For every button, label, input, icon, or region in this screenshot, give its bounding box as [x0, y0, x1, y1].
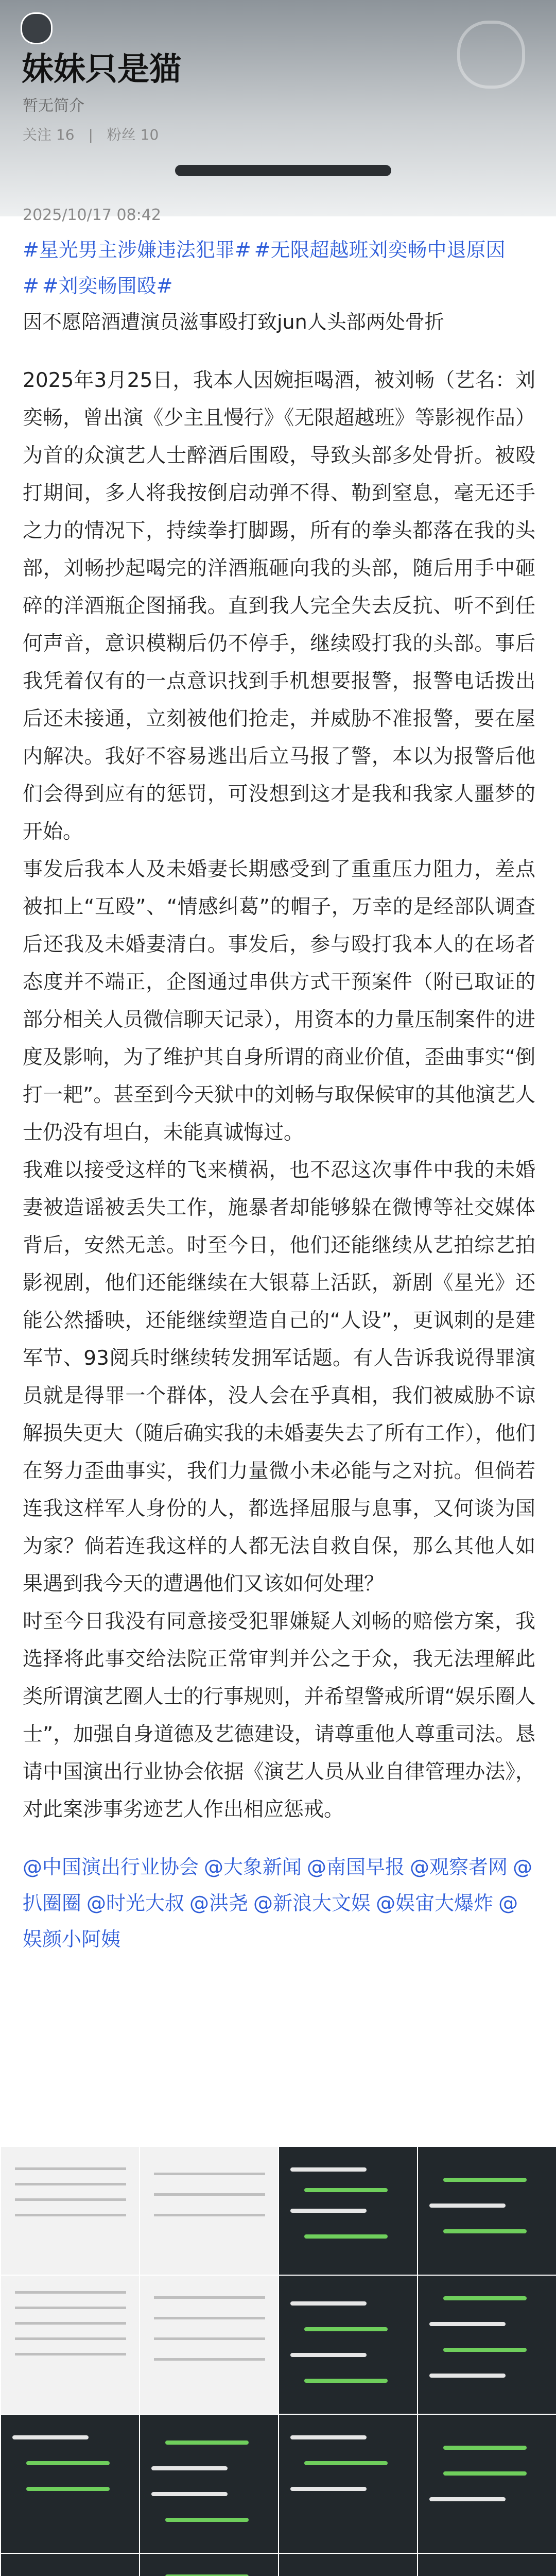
hashtag-list	[23, 232, 535, 304]
gallery-image[interactable]	[278, 2414, 419, 2555]
profile-bio: 暂无简介	[23, 97, 84, 115]
watermark-logo	[457, 21, 525, 89]
mention-link[interactable]: @时光大叔	[86, 1892, 185, 1914]
mention-list	[23, 1849, 535, 1957]
mention-link[interactable]: @大象新闻	[204, 1856, 302, 1878]
gallery-image[interactable]	[0, 2146, 141, 2277]
mention-link[interactable]: @扒圈圈	[23, 1856, 533, 1914]
hashtag[interactable]: #刘奕畅围殴#	[42, 275, 173, 297]
mention-link[interactable]: @中国演出行业协会	[23, 1856, 199, 1878]
gallery-image[interactable]	[0, 2275, 141, 2416]
gallery-image[interactable]	[0, 2414, 141, 2555]
post-paragraph: 事发后我本人及未婚妻长期感受到了重重压力阻力，差点被扣上“互殴”、“情感纠葛”的帽子，万幸的是经部队调查后还我及未婚妻清白。事发后，参与殴打我本人的在场者态度并不端正，企图通过串供方式干预案件（附已取证的部分相关人员微信聊天记录），用资本的力量压制案件的进度及影响，为了维护其自身所谓的商业价值，歪曲事实“倒打一耙”。甚至到今天狱中的刘畅与取保候审的其他演艺人士仍没有坦白，未能真诚悔过。	[23, 858, 535, 1144]
avatar[interactable]	[21, 12, 53, 44]
mention-link[interactable]: @娱颜小阿姨	[23, 1892, 518, 1951]
gallery-image[interactable]	[278, 2146, 419, 2277]
follow-count[interactable]: 关注 16	[23, 126, 75, 143]
post-content	[23, 232, 535, 1957]
stats-divider: |	[88, 126, 93, 143]
scroll-indicator	[175, 165, 391, 176]
profile-name[interactable]: 妹妹只是猫	[22, 50, 182, 88]
mention-link[interactable]: @洪尧	[189, 1892, 249, 1914]
gallery-image[interactable]	[139, 2275, 280, 2416]
mention-link[interactable]: @观察者网	[410, 1856, 508, 1878]
profile-stats	[23, 124, 168, 144]
hashtag[interactable]: #无限超越班刘奕畅中退原因#	[23, 239, 506, 297]
gallery-image[interactable]	[417, 2146, 556, 2277]
gallery-image[interactable]	[139, 2553, 280, 2576]
fans-count[interactable]: 粉丝 10	[107, 126, 159, 143]
gallery-image[interactable]	[417, 2275, 556, 2416]
mention-link[interactable]: @娱宙大爆炸	[376, 1892, 494, 1914]
mention-link[interactable]: @南国早报	[307, 1856, 405, 1878]
post-paragraph: 时至今日我没有同意接受犯罪嫌疑人刘畅的赔偿方案，我选择将此事交给法院正常审判并公之于众，我无法理解此类所谓演艺圈人士的行事规则，并希望警戒所谓“娱乐圈人士”，加强自身道德及艺德建设，请尊重他人尊重司法。恳请中国演出行业协会依据《演艺人员从业自律管理办法》，对此案涉事劣迹艺人作出相应惩戒。	[23, 1610, 535, 1821]
gallery-image[interactable]	[417, 2553, 556, 2576]
gallery-image[interactable]	[139, 2414, 280, 2555]
post-subhead: 因不愿陪酒遭演员滋事殴打致jun人头部两处骨折	[23, 311, 444, 333]
gallery-image[interactable]	[0, 2553, 141, 2576]
gallery-image[interactable]	[417, 2414, 556, 2555]
image-gallery	[0, 2146, 556, 2576]
gallery-image[interactable]	[278, 2275, 419, 2416]
gallery-image[interactable]	[139, 2146, 280, 2277]
hashtag[interactable]: #星光男主涉嫌违法犯罪#	[23, 239, 251, 261]
post-time: 2025/10/17 08:42	[23, 206, 161, 224]
profile-header	[0, 0, 556, 216]
post-paragraph: 2025年3月25日，我本人因婉拒喝酒，被刘畅（艺名：刘奕畅，曾出演《少主且慢行》《无限超越班》等影视作品）为首的众演艺人士醉酒后围殴，导致头部多处骨折。被殴打期间，多人将我按倒启动弹不得、勒到窒息，毫无还手之力的情况下，持续拳打脚踢，所有的拳头都落在我的头部，刘畅抄起喝完的洋酒瓶砸向我的头部，随后用手中砸碎的洋酒瓶企图捅我。直到我人完全失去反抗、听不到任何声音，意识模糊后仍不停手，继续殴打我的头部。事后我凭着仅有的一点意识找到手机想要报警，报警电话拨出后还未接通，立刻被他们抢走，并威胁不准报警，要在屋内解决。我好不容易逃出后立马报了警，本以为报警后他们会得到应有的惩罚，可没想到这才是我和我家人噩梦的开始。	[23, 369, 535, 843]
gallery-image[interactable]	[278, 2553, 419, 2576]
post-paragraph: 我难以接受这样的飞来横祸，也不忍这次事件中我的未婚妻被造谣被丢失工作，施暴者却能够躲在微博等社交媒体背后，安然无恙。时至今日，他们还能继续从艺拍综艺拍影视剧，他们还能继续在大银幕上活跃，新剧《星光》还能公然播映，还能继续塑造自己的“人设”，更讽刺的是建军节、93阅兵时继续转发拥军话题。有人告诉我说得罪演员就是得罪一个群体，没人会在乎真相，我们被威胁不谅解损失更大（随后确实我的未婚妻失去了所有工作），他们在努力歪曲事实，我们力量微小未必能与之对抗。但倘若连我这样军人身份的人，都选择屈服与息事，又何谈为国为家？倘若连我这样的人都无法自救自保，那么其他人如果遇到我今天的遭遇他们又该如何处理？	[23, 1159, 535, 1596]
mention-link[interactable]: @新浪大文娱	[253, 1892, 371, 1914]
